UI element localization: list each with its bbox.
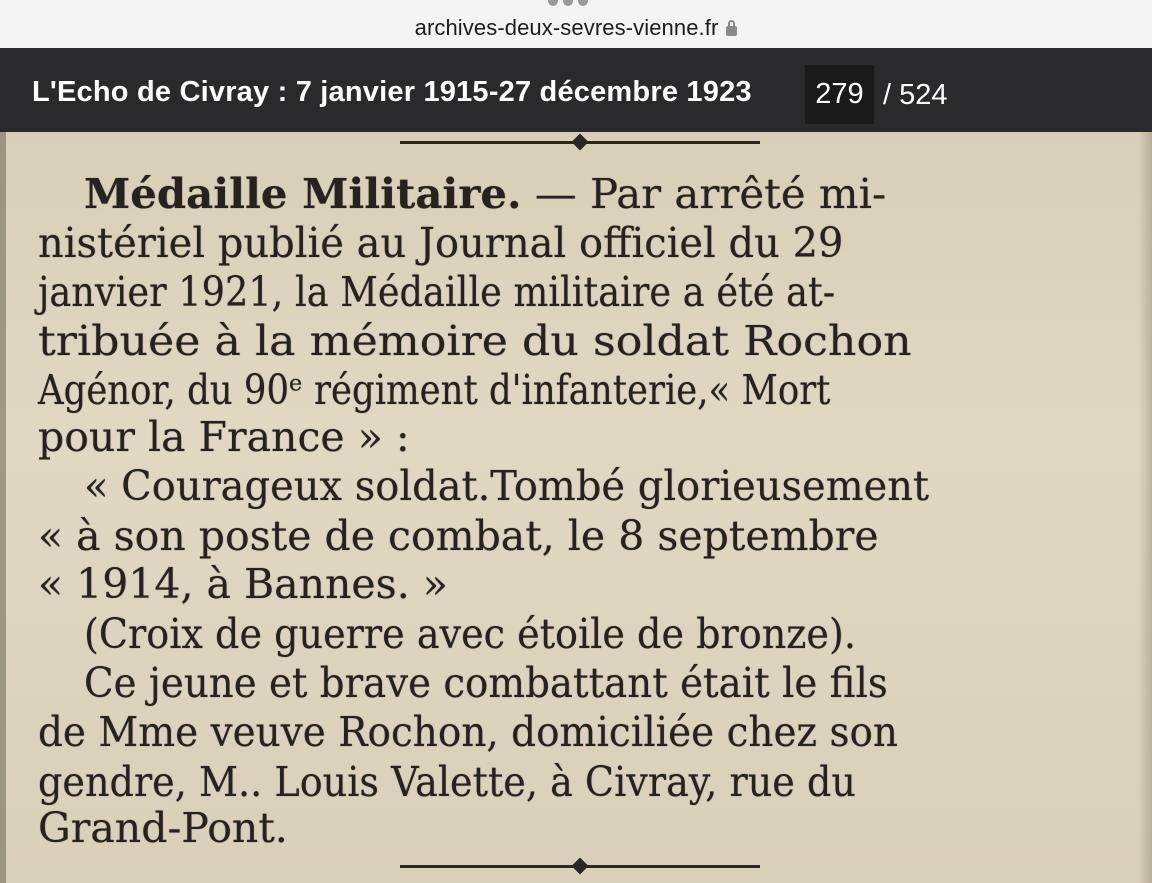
column-edge-right bbox=[1138, 132, 1152, 883]
article-line: pour la France » : bbox=[38, 413, 410, 461]
article-line: gendre, M.. Louis Valette, à Civray, rue du bbox=[38, 758, 856, 806]
url-text: archives-deux-sevres-vienne.fr bbox=[414, 15, 719, 40]
article-line: « à son poste de combat, le 8 septembre bbox=[38, 512, 879, 560]
article-line: tribuée à la mémoire du soldat Rochon bbox=[38, 317, 912, 365]
article-line: Médaille Militaire. — Par arrêté mi- bbox=[84, 170, 887, 218]
article-line: nistériel publié au Journal officiel du 29 bbox=[38, 219, 844, 267]
lock-icon bbox=[726, 26, 737, 36]
document-title: L'Echo de Civray : 7 janvier 1915-27 décembre 1923 bbox=[32, 76, 752, 108]
browser-address-bar bbox=[0, 0, 1152, 48]
total-pages: / 524 bbox=[883, 79, 948, 111]
ornament-divider-bottom bbox=[400, 865, 760, 868]
article-line: de Mme veuve Rochon, domiciliée chez son bbox=[38, 708, 898, 756]
page-number-input[interactable] bbox=[805, 65, 874, 124]
article-line: (Croix de guerre avec étoile de bronze). bbox=[84, 610, 856, 658]
more-dots-icon[interactable] bbox=[548, 0, 588, 6]
scanned-page-image bbox=[0, 132, 1152, 883]
article-line: Ce jeune et brave combattant était le fils bbox=[84, 659, 888, 707]
article-line: janvier 1921, la Médaille militaire a été at- bbox=[38, 268, 836, 316]
ornament-divider-top bbox=[400, 141, 760, 144]
column-rule-left bbox=[0, 132, 6, 883]
article-line: Agénor, du 90ᵉ régiment d'infanterie,« Mort bbox=[38, 366, 831, 414]
article-line: Grand-Pont. bbox=[38, 804, 288, 852]
url-display[interactable] bbox=[0, 15, 1152, 41]
article-heading: Médaille Militaire. bbox=[84, 170, 522, 218]
article-line: « Courageux soldat.Tombé glorieusement bbox=[84, 462, 930, 510]
article-line: « 1914, à Bannes. » bbox=[38, 560, 448, 608]
viewer-header bbox=[0, 48, 1152, 132]
